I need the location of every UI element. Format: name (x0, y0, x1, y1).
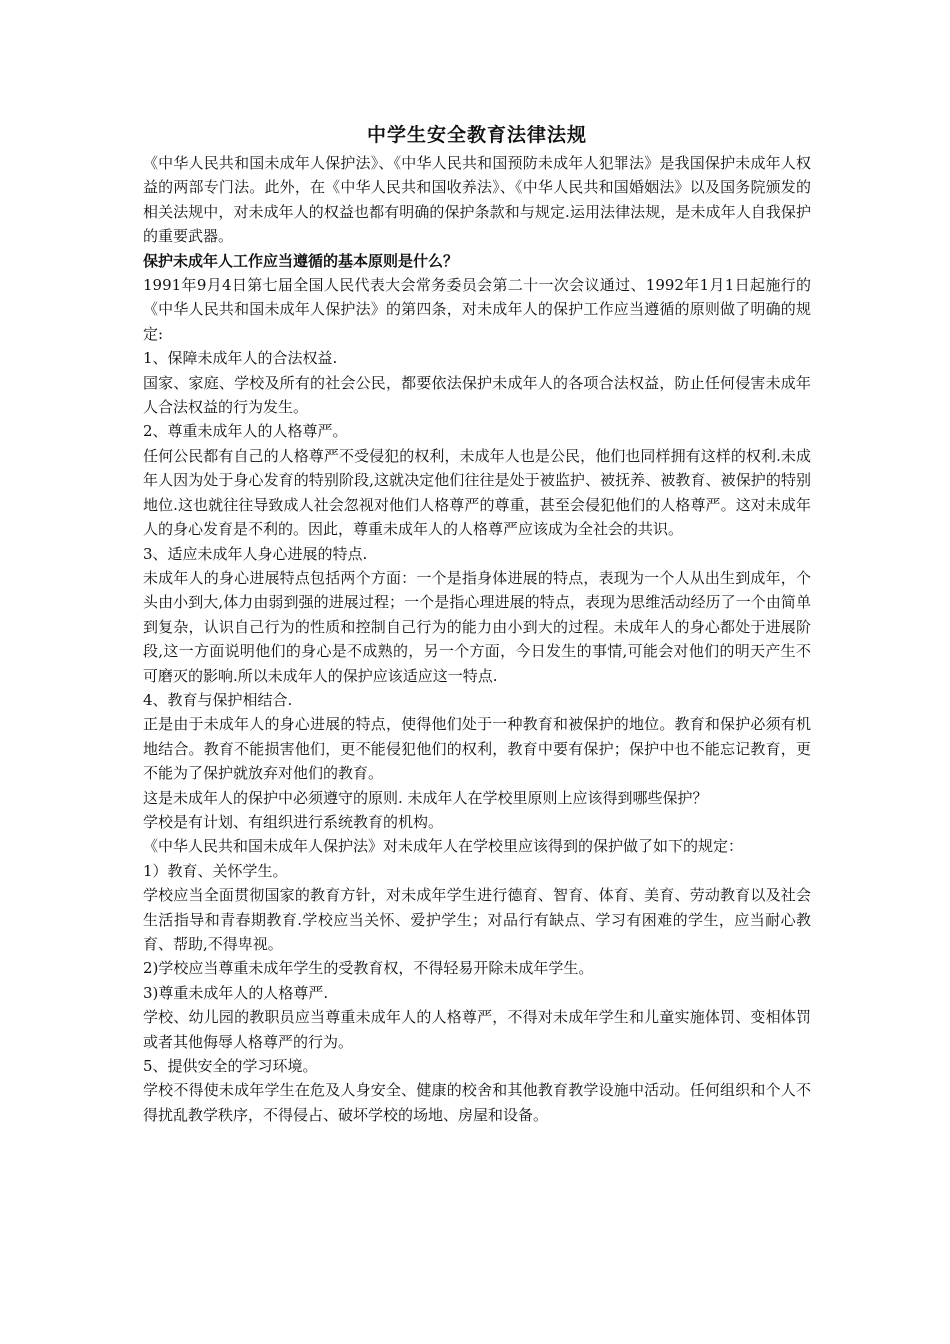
document-body (143, 121, 811, 1127)
document-title: 中学生安全教育法律法规 (366, 124, 587, 146)
list-item: 3)尊重未成年人的人格尊严. (143, 983, 329, 1002)
paragraph: 学校是有计划、有组织进行系统教育的机构。 (143, 812, 444, 831)
principle-heading-5: 5、提供安全的学习环境。 (143, 1057, 318, 1076)
paragraph: 1991年9月4日第七届全国人民代表大会常务委员会第二十一次会议通过、1992年1月1日起施行的《中华人民共和国未成年人保护法》的第四条，对未成年人的保护工作应当遵循的原则做了明确的规定: (143, 276, 811, 343)
paragraph: 未成年人的身心进展特点包括两个方面：一个是指身体进展的特点，表现为一个人从出生到成年，个头由小到大,体力由弱到强的进展过程；一个是指心理进展的特点，表现为思维活动经历了一个由简单到复杂，认识自己行为的性质和控制自己行为的能力由小到大的过程。未成年人的身心都处于进展阶段,这一方面说明他们的身心是不成熟的，另一个方面，今日发生的事情,可能会对他们的明天产生不可磨灭的影响.所以未成年人的保护应该适应这一特点. (143, 568, 811, 685)
paragraph: 正是由于未成年人的身心进展的特点，使得他们处于一种教育和被保护的地位。教育和保护必须有机地结合。教育不能损害他们，更不能侵犯他们的权利，教育中要有保护；保护中也不能忘记教育，更不能为了保护就放弃对他们的教育。 (143, 715, 811, 783)
principle-heading-3: 3、适应未成年人身心进展的特点. (143, 544, 368, 563)
principle-heading-2: 2、尊重未成年人的人格尊严。 (143, 422, 348, 441)
principle-heading-1: 1、保障未成年人的合法权益. (143, 349, 338, 368)
paragraph: 任何公民都有自己的人格尊严不受侵犯的权利，未成年人也是公民，他们也同样拥有这样的权利.未成年人因为处于身心发育的特别阶段,这就决定他们往往是处于被监护、被抚养、被教育、被保护的特别地位.这也就往往导致成人社会忽视对他们人格尊严的尊重，甚至会侵犯他们的人格尊严。这对未成年人的身心发育是不利的。因此，尊重未成年人的人格尊严应该成为全社会的共识。 (143, 446, 811, 539)
principle-heading-4: 4、教育与保护相结合. (143, 690, 293, 709)
paragraph-intro: 《中华人民共和国未成年人保护法》、《中华人民共和国预防未成年人犯罪法》是我国保护未成年人权益的两部专门法。此外，在《中华人民共和国收养法》、《中华人民共和国婚姻法》以及国务院颁发的相关法规中，对未成年人的权益也都有明确的保护条款和与规定.运用法律法规，是未成年人自我保护的重要武器。 (143, 154, 811, 246)
paragraph: 这是未成年人的保护中必须遵守的原则. 未成年人在学校里原则上应该得到哪些保护？ (143, 788, 708, 807)
section-heading: 保护未成年人工作应当遵循的基本原则是什么？ (143, 251, 459, 270)
list-item: 1）教育、关怀学生。 (143, 861, 288, 880)
list-item: 2)学校应当尊重未成年学生的受教育权，不得轻易开除未成年学生。 (143, 959, 594, 978)
paragraph: 学校、幼儿园的教职员应当尊重未成年人的人格尊严，不得对未成年学生和儿童实施体罚、变相体罚或者其他侮辱人格尊严的行为。 (143, 1008, 811, 1051)
paragraph: 学校不得使未成年学生在危及人身安全、健康的校舍和其他教育教学设施中活动。任何组织和个人不得扰乱教学秩序，不得侵占、破坏学校的场地、房屋和设备。 (143, 1081, 811, 1124)
paragraph: 国家、家庭、学校及所有的社会公民，都要依法保护未成年人的各项合法权益，防止任何侵害未成年人合法权益的行为发生。 (143, 373, 811, 417)
paragraph: 《中华人民共和国未成年人保护法》对未成年人在学校里应该得到的保护做了如下的规定： (143, 837, 744, 856)
paragraph: 学校应当全面贯彻国家的教育方针，对未成年学生进行德育、智育、体育、美育、劳动教育以及社会生活指导和青春期教育.学校应当关怀、爱护学生；对品行有缺点、学习有困难的学生，应当耐心教育、帮助,不得卑视。 (143, 886, 811, 953)
